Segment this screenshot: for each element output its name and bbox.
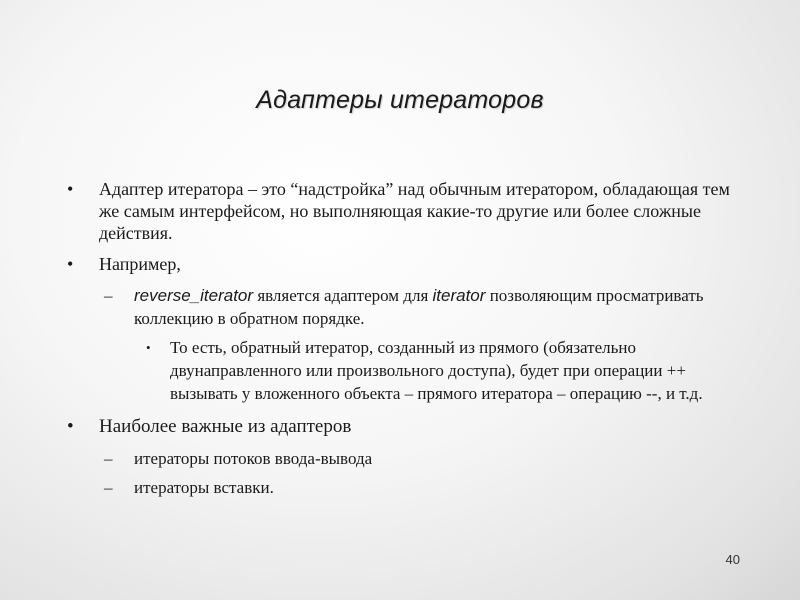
sub-bullet-text: итераторы потоков ввода-вывода (134, 449, 373, 468)
bullet-marker: • (67, 254, 74, 274)
bullet-example (64, 253, 744, 275)
bullet-text: Например, (99, 254, 181, 274)
sub-bullet-text: итераторы вставки. (134, 478, 274, 497)
dash-marker: – (104, 449, 113, 468)
bullet-marker: • (146, 340, 151, 355)
sub-sub-bullet-explanation (64, 336, 744, 405)
bullet-adapter-definition (64, 178, 744, 244)
sub-bullet-insert-iterators (64, 476, 744, 499)
code-iterator: iterator (432, 286, 486, 305)
code-reverse-iterator: reverse_iterator (134, 286, 254, 305)
bullet-marker: • (67, 416, 74, 437)
dash-marker: – (104, 478, 113, 497)
dash-marker: – (104, 286, 113, 305)
slide-title: Адаптеры итераторов (256, 86, 544, 114)
bullet-text: Адаптер итератора – это “надстройка” над обычным итератором, обладающая тем же самым интерфейсом, но выполняющая какие-то другие или более сложные действия. (99, 179, 730, 243)
bullet-marker: • (67, 179, 74, 199)
sub-sub-bullet-text: То есть, обратный итератор, созданный из прямого (обязательно двунаправленного или произвольного доступа), будет при операции ++ вызывать у вложенного объекта – прямого итератора – операцию --, и т.д. (170, 338, 703, 403)
sub-bullet-reverse-iterator (64, 284, 744, 330)
bullet-text: Наиболее важные из адаптеров (99, 416, 352, 437)
bullet-important-adapters (64, 415, 744, 438)
sub-bullet-text: является адаптером для (253, 286, 433, 305)
slide-content (64, 178, 744, 505)
page-number: 40 (725, 552, 740, 567)
sub-bullet-stream-iterators (64, 447, 744, 470)
sub-bullet-text: позволяющим просматривать коллекцию в обратном порядке. (134, 286, 704, 328)
